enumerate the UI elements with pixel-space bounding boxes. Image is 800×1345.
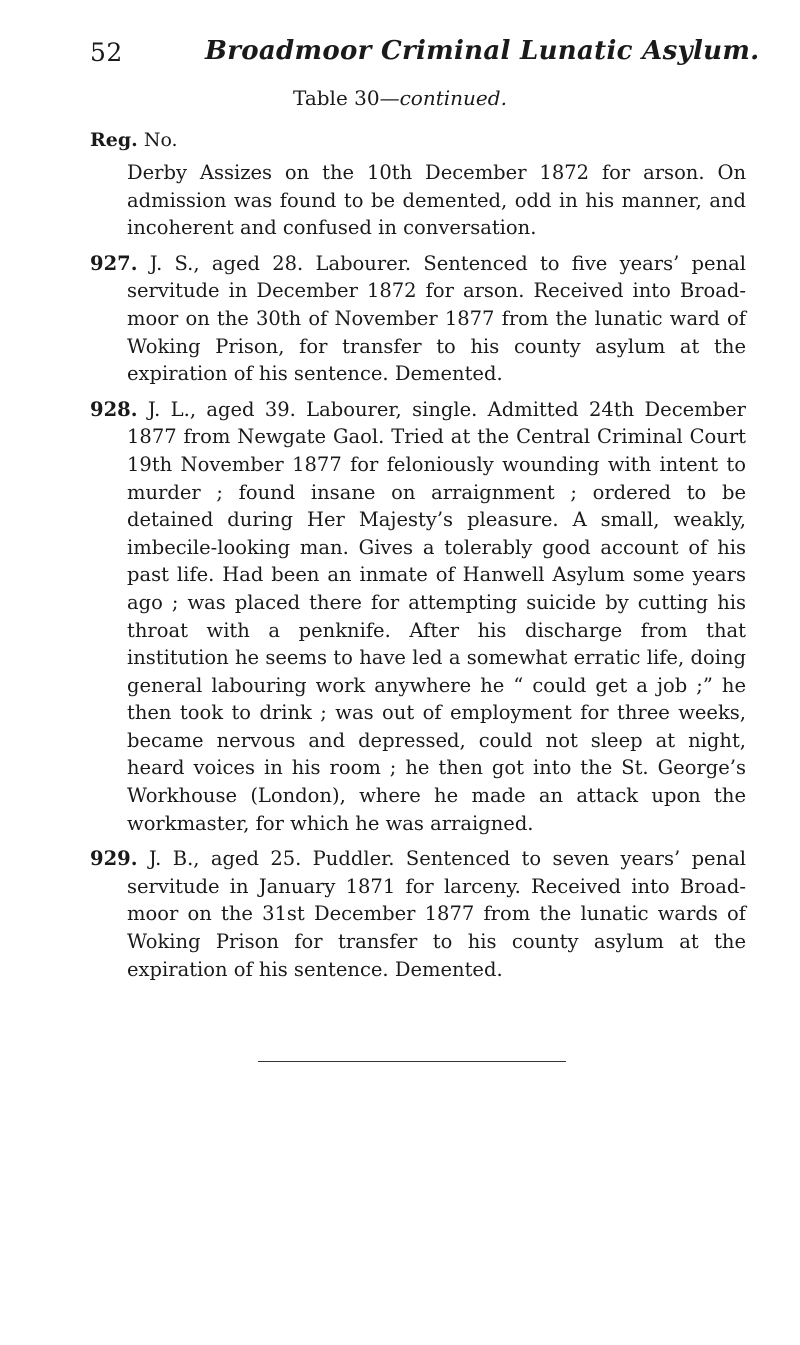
entry-number: 929. [90,847,138,871]
entry-number: 927. [90,251,138,275]
running-title: Broadmoor Criminal Lunatic Asylum. [205,36,760,66]
entry-number: 928. [90,397,138,421]
entry-928 [90,396,746,838]
entry-text: J. S., aged 28. Labourer. Sentenced to five years’ penal servitude in December 1872 for arson. Received into Broadmoor on the 30th of November 1877 from the lunatic ward of Woking Prison, for transfer to his county asylum at the expiration of his sentence. Demented. [127,251,747,386]
column-heading-reg: Reg. [90,129,138,151]
entries-body [90,159,746,991]
entry-text: Derby Assizes on the 10th December 1872 for arson. On admission was found to be demented, odd in his manner, and incoherent and confused in conversation. [127,161,746,240]
table-heading [0,86,800,110]
entry-text: J. L., aged 39. Labourer, single. Admitted 24th December 1877 from Newgate Gaol. Tried at the Central Criminal Court 19th November 1877 for feloniously wounding with intent to murder ; found insane on arraignment ; ordered to be detained during Her Majesty’s pleasure. A small, weakly, imbecile-looking man. Gives a tolerably good account of his past life. Had been an inmate of Hanwell Asylum some years ago ; was placed there for attempting suicide by cutting his throat with a penknife. After his discharge from that institution he seems to have led a somewhat erratic life, doing general labouring work anywhere he “ could get a job ;” he then took to drink ; was out of employment for three weeks, became nervous and depressed, could not sleep at night, heard voices in his room ; he then got into the St. George’s Workhouse (London), where he made an attack upon the workmaster, for which he was arraigned. [127,397,746,835]
entry-927 [90,250,746,388]
page-number: 52 [90,38,123,67]
entry-929 [90,845,746,983]
table-continued: —continued. [379,86,507,110]
column-heading-no: No. [143,129,178,151]
entry-continued [90,159,746,242]
horizontal-divider [258,1061,566,1062]
column-heading [90,129,178,151]
entry-text: J. B., aged 25. Puddler. Sentenced to seven years’ penal servitude in January 1871 for larceny. Received into Broadmoor on the 31st December 1877 from the lunatic wards of Woking Prison for transfer to his county asylum at the expiration of his sentence. Demented. [127,847,747,981]
end-rule [258,1061,566,1063]
table-title: Table 30 [293,86,380,110]
